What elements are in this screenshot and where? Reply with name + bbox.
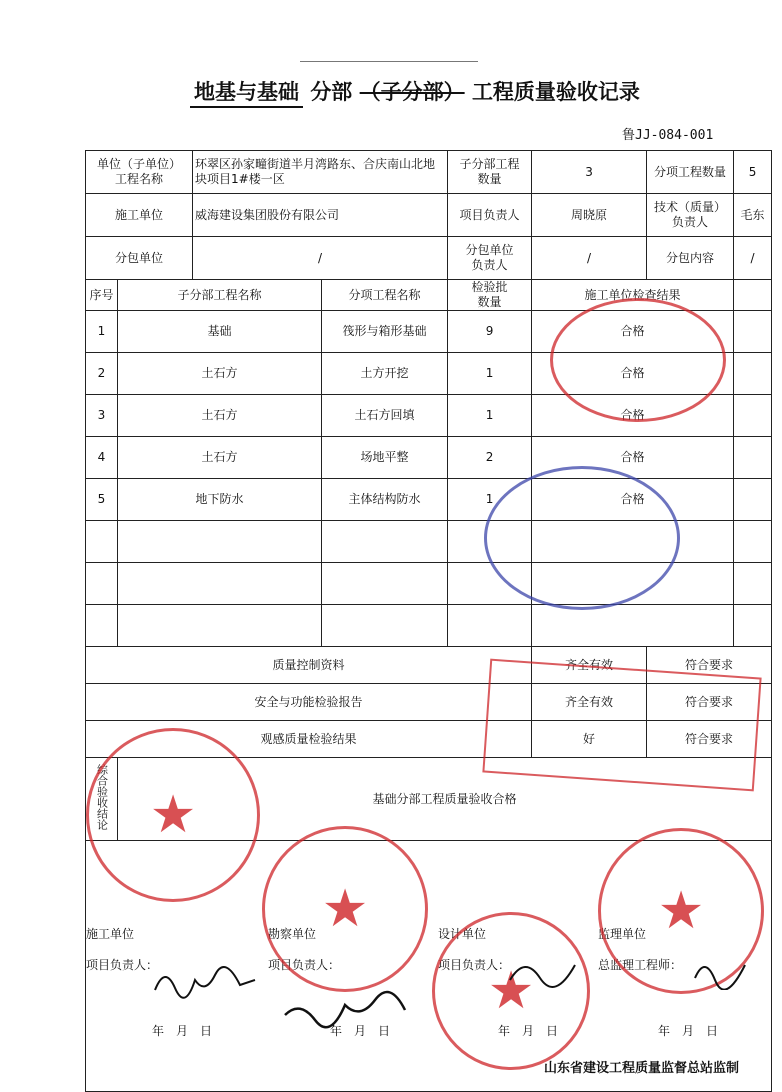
row-count: 1 (448, 353, 532, 395)
col-header: 检验批 数量 (448, 280, 532, 311)
row-sub: 土石方 (118, 437, 322, 479)
table-row (86, 437, 772, 479)
sig-person-survey: 项目负责人： (268, 958, 341, 972)
row-end (734, 353, 772, 395)
table-row (86, 311, 772, 353)
quality-row (86, 684, 772, 721)
sig-unit-supervisor: 监理单位 (598, 927, 647, 941)
sig-person-supervisor: 总监理工程师： (598, 958, 683, 972)
sig-unit-design: 设计单位 (438, 927, 487, 941)
row-result: 合格 (532, 395, 734, 437)
sig-unit-construction: 施工单位 (86, 927, 135, 941)
star-icon: ★ (487, 961, 535, 1021)
col-header: 分项工程名称 (322, 280, 448, 311)
quality-label: 观感质量检验结果 (86, 721, 532, 758)
row-no: 5 (86, 479, 118, 521)
col-header-spacer (734, 280, 772, 311)
row-item: 主体结构防水 (322, 479, 448, 521)
sub-pm-label: 分包单位 负责人 (448, 237, 532, 280)
quality-row (86, 647, 772, 684)
row-end (734, 437, 772, 479)
col-header: 施工单位检查结果 (532, 280, 734, 311)
row-no: 1 (86, 311, 118, 353)
sub-unit-label: 分包单位 (86, 237, 193, 280)
pm-label: 项目负责人 (448, 194, 532, 237)
star-icon: ★ (657, 881, 705, 941)
title-part1: 地基与基础 (190, 76, 303, 108)
row-end (734, 479, 772, 521)
tech-label: 技术（质量） 负责人 (647, 194, 734, 237)
col-header: 序号 (86, 280, 118, 311)
sub-count-value: 3 (532, 151, 647, 194)
top-rule (300, 61, 478, 62)
quality-result: 齐全有效 (532, 647, 647, 684)
item-count-label: 分项工程数量 (647, 151, 734, 194)
sig-date-survey: 年月日 (330, 1024, 403, 1038)
table-row-empty (86, 605, 772, 647)
sub-content-label: 分包内容 (647, 237, 734, 280)
star-icon: ★ (149, 785, 197, 845)
table-row (86, 479, 772, 521)
quality-conclusion: 符合要求 (647, 647, 772, 684)
quality-label: 质量控制资料 (86, 647, 532, 684)
document-code: 鲁JJ-084-001 (622, 128, 714, 143)
row-sub: 基础 (118, 311, 322, 353)
col-header: 子分部工程名称 (118, 280, 322, 311)
sub-count-label: 子分部工程 数量 (448, 151, 532, 194)
sig-person-design: 项目负责人： (438, 958, 511, 972)
row-sub: 土石方 (118, 395, 322, 437)
sig-date-design: 年月日 (498, 1024, 571, 1038)
construction-label: 施工单位 (86, 194, 193, 237)
row-end (734, 311, 772, 353)
row-item: 土石方回填 (322, 395, 448, 437)
title-struck: （子分部） (359, 80, 465, 104)
item-count-value: 5 (734, 151, 772, 194)
row-count: 2 (448, 437, 532, 479)
row-sub: 地下防水 (118, 479, 322, 521)
star-icon: ★ (321, 879, 369, 939)
acceptance-table (85, 150, 772, 1092)
quality-conclusion: 符合要求 (647, 684, 772, 721)
conclusion-text: 基础分部工程质量验收合格 (118, 758, 772, 841)
table-row-empty (86, 563, 772, 605)
page-title (190, 76, 640, 108)
row-no: 4 (86, 437, 118, 479)
row-no: 3 (86, 395, 118, 437)
row-item: 筏形与箱形基础 (322, 311, 448, 353)
sig-person-construction: 项目负责人： (86, 958, 159, 972)
row-result: 合格 (532, 353, 734, 395)
sub-pm-value: / (532, 237, 647, 280)
row-sub: 土石方 (118, 353, 322, 395)
quality-result: 好 (532, 721, 647, 758)
sub-content-value: / (734, 237, 772, 280)
row-count: 1 (448, 395, 532, 437)
row-item: 土方开挖 (322, 353, 448, 395)
conclusion-label: 综合验收结论 (86, 758, 118, 841)
title-part2: 分部 (310, 80, 353, 104)
row-result: 合格 (532, 437, 734, 479)
quality-result: 齐全有效 (532, 684, 647, 721)
pm-value: 周晓原 (532, 194, 647, 237)
row-count: 1 (448, 479, 532, 521)
row-result: 合格 (532, 479, 734, 521)
row-end (734, 395, 772, 437)
table-row (86, 353, 772, 395)
sig-date-supervisor: 年月日 (658, 1024, 731, 1038)
footer-text: 山东省建设工程质量监督总站监制 (544, 1061, 740, 1076)
row-item: 场地平整 (322, 437, 448, 479)
sig-unit-survey: 勘察单位 (268, 927, 317, 941)
quality-conclusion: 符合要求 (647, 721, 772, 758)
title-part3: 工程质量验收记录 (471, 80, 640, 104)
table-row (86, 395, 772, 437)
quality-row (86, 721, 772, 758)
sub-unit-value: / (193, 237, 448, 280)
row-no: 2 (86, 353, 118, 395)
quality-label: 安全与功能检验报告 (86, 684, 532, 721)
table-row-empty (86, 521, 772, 563)
tech-value: 毛东 (734, 194, 772, 237)
unit-value: 环翠区孙家疃街道半月湾路东、合庆南山北地块项目1#楼一区 (193, 151, 448, 194)
unit-label: 单位（子单位） 工程名称 (86, 151, 193, 194)
row-result: 合格 (532, 311, 734, 353)
sig-date-construction: 年月日 (152, 1024, 225, 1038)
construction-value: 威海建设集团股份有限公司 (193, 194, 448, 237)
row-count: 9 (448, 311, 532, 353)
